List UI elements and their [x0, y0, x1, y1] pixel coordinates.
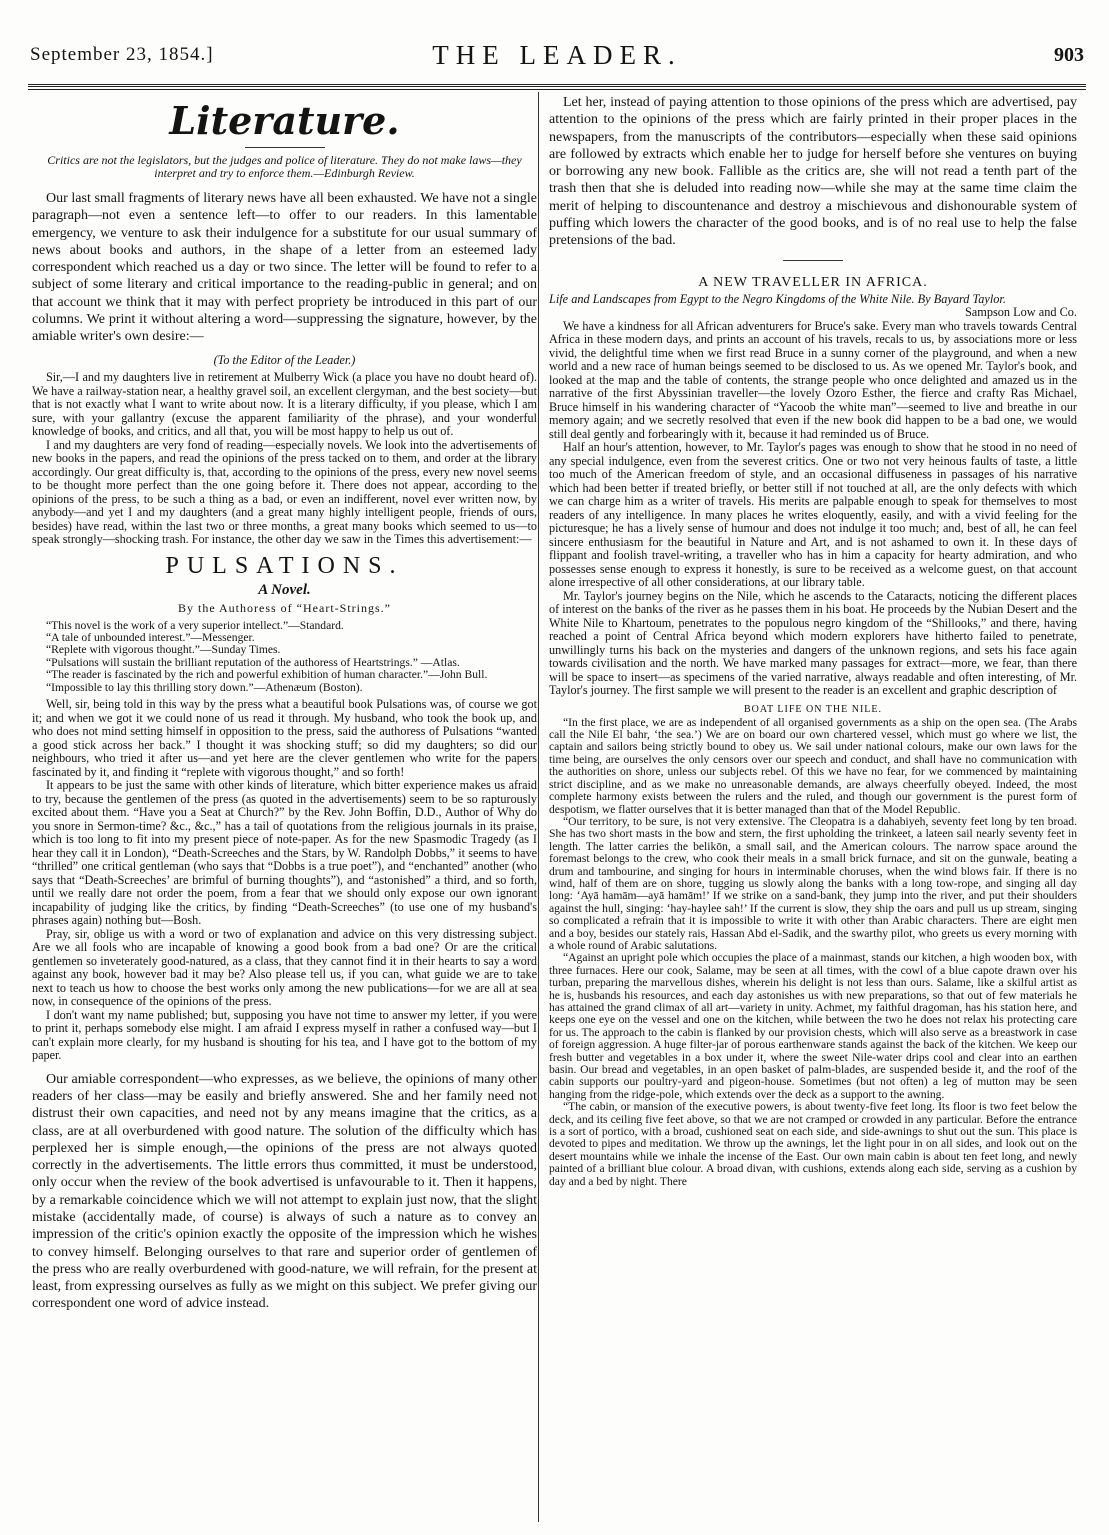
page-header [30, 40, 1084, 70]
title-rule [245, 147, 325, 148]
advertisement-quote: “The reader is fascinated by the rich and powerful exhibition of human character.”—John Bull. [46, 668, 488, 682]
page-number: 903 [1054, 44, 1084, 66]
epigraph: Critics are not the legislators, but the judges and police of literature. They do not make laws—they interpret and try to enforce them.—Edinburgh Review. [47, 153, 522, 180]
advertisement-quote: “A tale of unbounded interest.”—Messenger. [46, 631, 255, 645]
section-title: Literature. [169, 98, 400, 143]
advertisement-quote: “This novel is the work of a very superior intellect.”—Standard. [46, 618, 344, 632]
extract-title: BOAT LIFE ON THE NILE. [743, 703, 882, 715]
review-paragraph: Half an hour's attention, however, to Mr. Taylor's pages was enough to show that he stood in no need of any special indulgence, even from the severest critics. One or two not very heinous faults of taste, a little too much of the American freedom of style, and an occasional diffuseness in passages of his narrative which had been better if treated briefly, or better still if not touched at all, are the only defects with which we can charge him as a writer of travels. His merits are palpable enough to speak for themselves to most readers of any intelligence. In many places he writes eloquently, easily, and with a vivid feeling for the picturesque; he has a lively sense of humour and does not indulge it too much; and, best of all, he can feel sincere enthusiasm for the beautiful in Nature and Art, and is not ashamed to own it. In these days of flippant and foolish travel-writing, a traveller who has in him a capacity for hearty admiration, and who possesses sense enough to express it honestly, is sure to be received as a welcome guest, on that account alone irrespective of all other considerations, at our library table. [549, 440, 1077, 590]
editor-reply: Our amiable correspondent—who expresses, as we believe, the opinions of many other readers of her class—may be easily and briefly answered. She and her family need not distrust their own capacities, and need not by any means imagine that the critics, as a class, are at all overburdened with good nature. The solution of the difficulty which has perplexed her is simple enough,—the opinions of the press are not always quoted correctly in the advertisements. The little errors thus committed, it must be understood, only occur when the review of the book advertised is unfavourable to it. Then it happens, by a remarkable coincidence which we will not attempt to explain just now, that the slight mistake (accidentally made, of course) is always of such a nature as to convey an impression of the critic's opinion exactly the opposite of the impression which he wishes to convey himself. Belonging ourselves to that rare and superior order of gentlemen of the press who are really overburdened with good-nature, we will refrain, for the present at least, from expressing ourselves as fully as we might on this subject. We prefer giving our correspondent one word of advice instead. [32, 1071, 537, 1312]
left-column [32, 94, 537, 1313]
extract-paragraph: “In the first place, we are as independent of all organised governments as a ship on the open sea. (The Arabs call the Nile El bahr, ‘the sea.’) We are on board our own chartered vessel, which must go where we list, the captain and sailors being strictly bound to obey us. We sail under national colours, make our own laws for the time being, are ourselves the only censors over our speech and conduct, and shall have no communication with the authorities on shore, unless our subjects rebel. Of this we have no fear, for we commenced by maintaining strict discipline, and as we make no unreasonable demands, are always cheerfully obeyed. Indeed, the most complete harmony exists between the rulers and the ruled, and though our government is the purest form of despotism, we flatter ourselves that it is better managed than that of the Model Republic. [549, 715, 1077, 816]
advertisement-quote: “Pulsations will sustain the brilliant reputation of the authoress of Heartstrings.” —Atlas. [46, 655, 460, 669]
letter-paragraph: Well, sir, being told in this way by the press what a beautiful book Pulsations was, of course we got it; and when we got it we could none of us read it through. My husband, who took the book up, and who does not mind setting himself in opposition to the press, said the authoress of Pulsations “wanted a good stick across her back.” I thought it was shocking stuff; so did my daughters; so did our neighbours, who tried it after us—and yet here are the clever gentlemen who write for the papers fascinated by it, and finding it “replete with vigorous thought,” and so forth! [32, 697, 537, 779]
review-book [549, 291, 1077, 320]
issue-date: September 23, 1854.] [30, 44, 214, 65]
header-rule-thin [28, 89, 1086, 90]
right-column [549, 94, 1077, 1188]
letter-paragraph: Sir,—I and my daughters live in retirement at Mulberry Wick (a place you have no doubt heard of). We have a railway-station near, a healthy gravel soil, an excellent clergyman, and the best society—but that is not exactly what I want to write about now. It is a literary difficulty, if you please, which I am sure, with your gallantry (excuse the apparent familiarity of the phrase), and your wonderful knowledge of books, and critics, and all that, you will be most happy to help us out of. [32, 370, 537, 439]
column-divider [538, 92, 539, 1522]
letter-heading: (To the Editor of the Leader.) [213, 352, 356, 367]
advertisement-quote: “Replete with vigorous thought.”—Sunday Times. [46, 643, 281, 657]
section-rule [783, 260, 843, 261]
review-publisher: Sampson Low and Co. [964, 305, 1077, 320]
extract-paragraph: “Our territory, to be sure, is not very extensive. The Cleopatra is a dahabiyeh, seventy feet long by ten broad. She has two short masts in the bow and stern, the first upholding the trinkeet, a lateen sail nearly seventy feet in length. The latter carries the belikōn, a small sail, and the American colours. The narrow space around the foremast belongs to the crew, who cook their meals in a small brick furnace, and sit on the gunwale, beating a drum and tambourine, and singing for hours in interminable choruses, when the wind blows fair. If there is no wind, half of them are on shore, tugging us slowly along the banks with a long tow-rope, and singing all day long: ‘Ayā hamām—ayā hamām!’ If we strike on a sand-bank, they jump into the river, and put their shoulders against the hull, singing: ‘hay-haylee sah!’ If the current is slow, they ship the oars and pull us up stream, singing so complicated a refrain that it is impossible to write it with other than Arabic characters. There are eight men and a boy, besides our stately rais, Hassan Abd el-Sadik, and the swarthy pilot, who greets us every morning with a whole round of Arabic salutations. [549, 814, 1077, 952]
extract-paragraph: “The cabin, or mansion of the executive powers, is about twenty-five feet long. Its floor is two feet below the deck, and its ceiling five feet above, so that we are not cramped or crowded in any particular. Before the entrance is a sort of portico, with a broad, cushioned seat on each side, and side-awnings to shut out the sun. This place is devoted to pipes and meditation. We throw up the awnings, let the light pour in on all sides, and look out on the desert mountains while we inhale the incense of the East. Our own main cabin is about ten feet long, and newly painted of a brilliant blue colour. A broad divan, with cushions, extends along each side, serving as a cushion by day and a bed by night. There [549, 1100, 1077, 1188]
intro-paragraph: Our last small fragments of literary news have all been exhausted. We have not a single paragraph—not even a sentence left—to offer to our readers. In this lamentable emergency, we venture to ask their indulgence for a substitute for our usual summary of news about books and authors, in the shape of a letter from an esteemed lady correspondent which reached us a day or two since. The letter will be found to refer to a subject of some literary and critical importance to the reading-public in general; and on that account we think that it may with perfect propriety be introduced in this part of our columns. We print it without altering a word—suppressing the signature, however, by the amiable writer's own desire:— [32, 191, 537, 345]
extract-paragraph: “Against an upright pole which occupies the place of a mainmast, stands our kitchen, a high wooden box, with three furnaces. Here our cook, Salame, may be seen at all times, with the cowl of a blue capote drawn over his turban, preparing the marvellous dishes, wherein his delight is not less than ours. Salame, like a skilful artist as he is, husbands his resources, and each day astonishes us with new preparations, so that out of few materials he has attained the grand climax of all art—variety in unity. Achmet, my faithful dragoman, has his station here, and keeps one eye on the vessel and one on the kitchen, while between the two he does not relax his protecting care for us. The approach to the cabin is flanked by our provision chests, which will also serve as a breastwork in case of foreign aggression. A huge filter-jar of porous earthenware stands against the back of the kitchen. We keep our fresh butter and vegetables in a box under it, where the sweet Nile-water drips cool and clear into an earthen basin. Our bread and vegetables, in an open basket of palm-blades, are suspended beside it, and the roof of the cabin supports our poultry-yard and pigeon-house. Sometimes (but not often) a leg of mutton may be seen hanging from the ridge-pole, which extends over the deck as a support to the awning. [549, 951, 1077, 1101]
review-title: A NEW TRAVELLER IN AFRICA. [698, 274, 928, 290]
letter-paragraph: It appears to be just the same with other kinds of literature, which bitter experience makes us afraid to try, because the gentlemen of the press (as quoted in the advertisements) seem to be so rapturously excited about them. “Have you a Seat at Church?” by the Rev. John Boffin, D.D., Author of Why do you snore in Sermon-time? &c., &c.,” has a tail of quotations from the religious journals in its praise, which is too long to fit into my present piece of note-paper. As for the new Spasmodic Tragedy (as I hear they call it in London), “Death-Screeches and the Stars, by W. Randolph Dobbs,” it seems to have “thrilled” one critical gentleman (who says that “Dobbs is a true poet”), and “enchanted” another (who says that “Death-Screeches’ are brimful of burning thoughts”), and “astonished” a third, and so forth, until we really dare not order the poem, from a fear that we should only expose our own ignorant incapability of judging like the critics, by finding “Death-Screeches” (to use one of my husband's phrases again) nothing but—Bosh. [32, 778, 537, 928]
letter-paragraph: I and my daughters are very fond of reading—especially novels. We look into the advertisements of new books in the papers, and read the opinions of the press tacked on to them, and order at the library accordingly. Our great difficulty is, that, according to the opinions of the press, every new novel seems to be thought more perfect than the one going before it. There does not appear, according to the opinions of the press, to be such a thing as a bad, or even an indifferent, novel ever written now, by anybody—and yet I and my daughters (and a great many highly intelligent people, friends of ours, besides) have read, within the last two or three months, a great many books which seemed to us—to speak strongly—shocking trash. For instance, the other day we saw in the Times this advertisement:— [32, 437, 537, 547]
header-rule [28, 84, 1086, 87]
letter-paragraph: I don't want my name published; but, supposing you have not time to answer my letter, if you were to print it, perhaps somebody else might. I am afraid I express myself in rather a confused way—but I can't explain more clearly, for my husband is shouting for his tea, and I have got to the bottom of my paper. [32, 1007, 537, 1063]
review-paragraph: We have a kindness for all African adventurers for Bruce's sake. Every man who travels towards Central Africa in these modern days, and prints an account of his travels, recals to us, by associations more or less vivid, the delightful time when we first read Bruce in a sunny corner of the playground, and when a new world and a new race of human beings seemed to be disclosed to us. As we opened Mr. Taylor's book, and looked at the map and the table of contents, the strange people who once delighted and amazed us in the narrative of the first Abyssinian traveller—the lovely Ozoro Esther, the fierce and crafty Ras Michael, Bruce himself in his wandering character of “Yacoob the white man”—seemed to live and breathe in our memory again; and we secretly resolved that even if the new book did happen to be a bad one, we would still deal gently and forbearingly with it, because it had reminded us of Bruce. [549, 318, 1077, 441]
advertisement-subtitle: A Novel. [258, 581, 311, 598]
letter-paragraph: Pray, sir, oblige us with a word or two of explanation and advice on this very distressing subject. Are we all fools who are incapable of knowing a good book from a bad one? Or are the critical gentlemen so inveterately good-natured, as a class, that they cannot find it in their hearts to say a word against any book, however bad it may be? Also please tell us, if you can, what guide we are to take next to teach us how to choose the best works only among the new publications—for we are all at sea now, in consequence of the opinions of the press. [32, 926, 537, 1009]
review-book-title: Life and Landscapes from Egypt to the Negro Kingdoms of the White Nile. By Bayard Taylor. [549, 291, 1006, 306]
advertisement-quote: “Impossible to lay this thrilling story down.”—Athenæum (Boston). [46, 680, 363, 694]
advertisement-title: PULSATIONS. [165, 552, 404, 579]
review-paragraph: Mr. Taylor's journey begins on the Nile, which he ascends to the Cataracts, noticing the different places of interest on the banks of the river as he passes them in his boat. He proceeds by the Nubian Desert and the White Nile to Khartoum, penetrates to the populous negro kingdom of the “Shillooks,” and there, having reached a point of Central Africa beyond which modern explorers have hitherto failed to penetrate, unwillingly turns his back on the mysteries and dangers of the unknown regions, and sets his face again towards civilisation and the north. We have marked many passages for extract—more, we fear, than there will be space to insert—as specimens of the varied narrative, always readable and often interesting, of Mr. Taylor's journey. The first sample we will present to the reader is an excellent and graphic description of [549, 588, 1077, 698]
advertisement-byline: By the Authoress of “Heart-Strings.” [178, 600, 391, 615]
newspaper-title: THE LEADER. [432, 40, 682, 70]
continued-paragraph: Let her, instead of paying attention to those opinions of the press which are advertised, pay attention to the opinions of the press which are fairly printed in their proper places in the newspapers, from the manuscripts of the contributors—especially when these said opinions are followed by extracts which enable her to judge for herself before she ventures on buying or borrowing any new book. Fallible as the critics are, she will not read a tenth part of the trash then that she is deluded into reading now—while she may at the same time claim the merit of helping to discountenance and destroy a mischievous and dishonourable system of puffing which lowers the character of the good books, and is of no real use to help the false pretensions of the bad. [549, 95, 1077, 249]
